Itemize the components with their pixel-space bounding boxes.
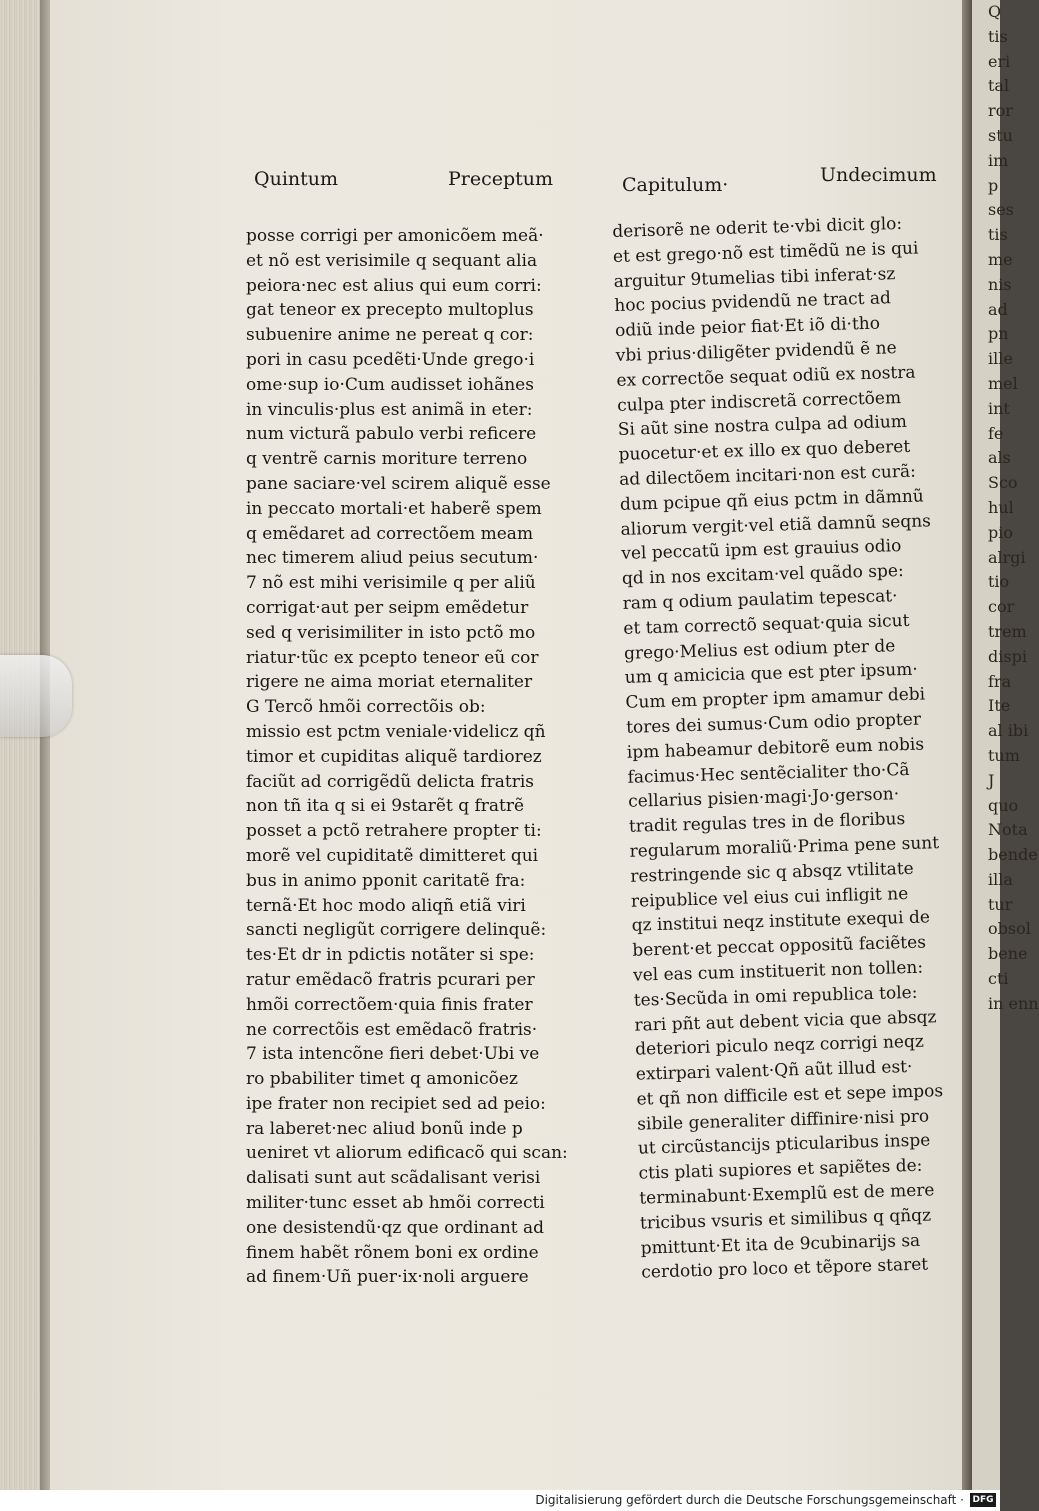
text-line: riatur·tũc ex pcepto teneor eũ cor [246,647,539,668]
text-line: ad dilectõem incitari·non est curã: [618,461,917,490]
facing-page-text-fragment: Q [988,2,1002,21]
text-line: militer·tunc esset ab hmõi correcti [246,1193,545,1214]
text-line: grego·Melius est odium pter de [623,635,896,664]
facing-page-text-fragment: mel [988,373,1018,393]
running-head-capitulum: Capitulum· [622,174,729,196]
text-line: qd in nos excitam·vel quãdo spe: [621,561,904,590]
text-line: ratur emẽdacõ fratris pcurari per [246,969,535,990]
text-line: tradit regulas tres in de floribus [628,809,906,837]
text-line: ipe frater non recipiet sed ad peio: [246,1093,546,1114]
facing-page-text-fragment: tal [988,76,1010,96]
facing-page-text-fragment: ad [988,299,1008,319]
running-head-quintum: Quintum [254,168,339,190]
facing-page-text-fragment: alrgi [988,547,1026,567]
facing-page-text-fragment: illa [988,869,1013,889]
text-line: Cum em propter ipm amamur debi [625,684,926,713]
text-line: ueniret vt aliorum edificacõ qui scan: [246,1143,568,1164]
facing-page-text-fragment: Ite [988,696,1011,716]
facing-page-text-fragment: al ibi [988,721,1029,741]
text-line: finem habẽt rõnem boni ex ordine [246,1242,539,1263]
facing-page-text-fragment: p [988,175,999,195]
text-line: dalisati sunt aut scãdalisant verisi [246,1168,541,1189]
text-line: et est grego·nõ est timẽdũ ne is qui [612,238,919,267]
facing-page-text-fragment: bene [988,944,1028,964]
facing-page-text-fragment: als [988,448,1011,468]
text-line: Si aũt sine nostra culpa ad odium [617,412,908,441]
text-line: timor et cupiditas aliquẽ tardiorez [246,746,542,767]
facing-page-text-fragment: fe [988,423,1004,443]
facing-page-text-fragment: stu [988,125,1013,145]
text-line: corrigat·aut per seipm emẽdetur [246,597,529,618]
facing-page-fragment [972,0,1039,1490]
text-line: odiũ inde peior fiat·Et iõ di·tho [614,313,881,342]
text-line: ipm habeamur debitorẽ eum nobis [626,734,925,763]
text-line: aliorum vergit·vel etiã damnũ seqns [620,510,932,540]
text-line: terminabunt·Exemplũ est de mere [639,1180,935,1209]
text-line: ternã·Et hoc modo aliqñ etiã viri [246,895,526,916]
facing-page-text-fragment: nis [988,274,1012,294]
text-line: ro pbabiliter timet q amonicõez [246,1069,518,1090]
funding-credit: Digitalisierung gefördert durch die Deutsche Forschungsgemeinschaft · [535,1493,964,1507]
facing-page-text-fragment: Sco [988,473,1018,493]
text-line: deteriori piculo neqz corrigi neqz [634,1031,925,1060]
facing-page-text-fragment: ror [988,101,1013,121]
text-line: et tam correctõ sequat·quia sicut [623,610,910,639]
facing-page-text-fragment: ille [988,349,1013,369]
text-line: gat teneor ex precepto multoplus [246,300,534,321]
text-line: q emẽdaret ad correctõem meam [246,523,534,544]
facing-page-text-fragment: in enn [988,993,1039,1013]
text-line: qz institui neqz institute exequi de [631,907,931,937]
text-line: derisorẽ ne oderit te·vbi dicit glo: [612,213,903,242]
facing-page-text-fragment: obsol [988,919,1031,939]
text-line: vel peccatũ ipm est grauius odio [621,536,902,565]
text-line: tes·Et dr in pdictis notãter si spe: [246,945,535,966]
text-line: vbi prius·diligẽter pvidendũ ẽ ne [615,338,897,366]
facing-page-text-fragment: fra [988,671,1012,691]
facing-page-text-fragment: cti [988,969,1009,989]
text-line: bus in animo pponit caritatẽ fra: [246,870,526,891]
text-line: extirpari valent·Qñ aũt illud est· [635,1057,913,1085]
text-line: puocetur·et ex illo ex quo deberet [618,436,911,466]
text-line: tes·Secũda in omi republica tole: [633,982,918,1011]
facing-page-text-fragment: Nota [988,820,1028,840]
text-column-right [612,211,972,1286]
text-line: ne correctõis est emẽdacõ fratris· [246,1019,538,1040]
text-line: 7 nõ est mihi verisimile q per aliũ [246,573,536,594]
text-line: in peccato mortali·et haberẽ spem [246,498,542,519]
text-line: pmittunt·Et ita de 9cubinarijs sa [640,1230,921,1259]
text-line: culpa pter indiscretã correctõem [616,387,902,416]
facing-page-text-fragment: trem [988,621,1027,641]
text-line: tricibus vsuris et similibus q qñqz [639,1205,932,1234]
text-line: q ventrẽ carnis moriture terreno [246,449,528,470]
text-line: in vinculis·plus est animã in eter: [246,399,533,420]
running-head-undecimum: Undecimum [820,164,937,186]
text-line: vel eas cum instituerit non tollen: [632,957,924,986]
facing-page-text-fragment: pn [988,324,1009,344]
text-line: cellarius pisien·magi·Jo·gerson· [627,784,900,813]
page-clip [0,655,72,737]
text-line: reipublice vel eius cui infligit ne [630,883,909,912]
text-line: et qñ non difficile est et sepe impos [636,1080,944,1110]
text-line: sibile generaliter diffinire·nisi pro [636,1106,930,1135]
text-line: restringende sic q absqz vtilitate [630,858,914,887]
facing-page-text-fragment: tur [988,894,1013,914]
text-line: subuenire anime ne pereat q cor: [246,325,534,346]
facing-page-text-fragment: int [988,398,1010,418]
text-line: non tñ ita q si ei 9starẽt q fratrẽ [246,796,525,817]
text-line: rigere ne aima moriat eternaliter [246,672,533,693]
facing-page-text-fragment: pio [988,522,1013,542]
text-line: posset a pctõ retrahere propter ti: [246,821,542,842]
facing-page-text-fragment: tio [988,572,1010,592]
facing-page-text-fragment: ses [988,200,1014,220]
facing-page-text-fragment: im [988,150,1009,170]
facing-page-text-fragment: bende [988,845,1038,865]
facing-page-text-fragment: dispi [988,646,1027,666]
facing-page-text-fragment: tis [988,225,1008,245]
text-line: cerdotio pro loco et tẽpore staret [641,1255,929,1284]
text-line: morẽ vel cupiditatẽ dimitteret qui [246,845,539,866]
facing-page-text-fragment: eri [988,51,1011,71]
running-head-preceptum: Preceptum [448,168,554,190]
facing-page-text-fragment: cor [988,597,1015,617]
text-line: berent·et peccat oppositũ faciẽtes [632,932,927,961]
text-line: pane saciare·vel scirem aliquẽ esse [246,473,551,494]
text-line: rari pñt aut debent vicia que absqz [634,1006,937,1036]
text-line: arguitur 9tumelias tibi inferat·sz [613,263,896,292]
text-line: ctis plati supiores et sapiẽtes de: [638,1155,923,1184]
text-line: ex correctõe sequat odiũ ex nostra [616,362,916,391]
text-line: G Tercõ hmõi correctõis ob: [246,697,486,718]
facing-page-text-fragment: hul [988,497,1014,517]
text-line: nec timerem aliud peius secutum· [246,548,539,569]
text-line: et nõ est verisimile q sequant alia [246,250,538,271]
text-line: hoc pocius pvidendũ ne tract ad [614,288,892,317]
text-line: ome·sup io·Cum audisset iohãnes [246,374,534,395]
text-line: dum pcipue qñ eius pctm in dãmnũ [619,486,925,515]
text-line: ut circũstancijs pticularibus inspe [637,1130,931,1160]
text-line: ram q odium paulatim tepescat· [622,586,898,614]
text-line: peiora·nec est alius qui eum corri: [246,275,542,296]
text-line: 7 ista intencõne fieri debet·Ubi ve [246,1044,540,1065]
text-line: um q amicicia que est pter ipsum· [624,659,919,689]
text-line: posse corrigi per amonicõem meã· [246,226,544,246]
text-line: ra laberet·nec aliud bonũ inde p [246,1118,523,1139]
dfg-logo: DFG [970,1493,996,1507]
text-line: faciũt ad corrigẽdũ delicta fratris [246,771,534,792]
text-line: sancti negligũt corrigere delinquẽ: [246,920,547,941]
footer-bar [0,1490,1000,1511]
facing-page-text-fragment: quo [988,795,1019,815]
text-line: facimus·Hec sentẽcialiter tho·Cã [627,759,910,788]
page-stack-edge [0,0,42,1490]
facing-page-text-fragment: me [988,249,1013,269]
text-line: hmõi correctõem·quia finis frater [246,994,533,1015]
facing-page-text-fragment: tum [988,745,1020,765]
text-line: num victurã pabulo verbi reficere [246,424,537,445]
text-line: missio est pctm veniale·videlicz qñ [246,721,546,742]
text-line: pori in casu pcedẽti·Unde grego·i [246,349,535,370]
text-line: regularum moraliũ·Prima pene sunt [629,833,940,862]
text-line: sed q verisimiliter in isto pctõ mo [246,622,536,643]
text-column-left [246,224,568,1290]
text-line: tores dei sumus·Cum odio propter [625,709,922,738]
text-line: ad finem·Uñ puer·ix·noli arguere [246,1267,529,1288]
facing-page-text-fragment: tis [988,26,1008,46]
text-line: one desistendũ·qz que ordinant ad [246,1217,545,1238]
facing-page-text-fragment: J [988,770,995,790]
